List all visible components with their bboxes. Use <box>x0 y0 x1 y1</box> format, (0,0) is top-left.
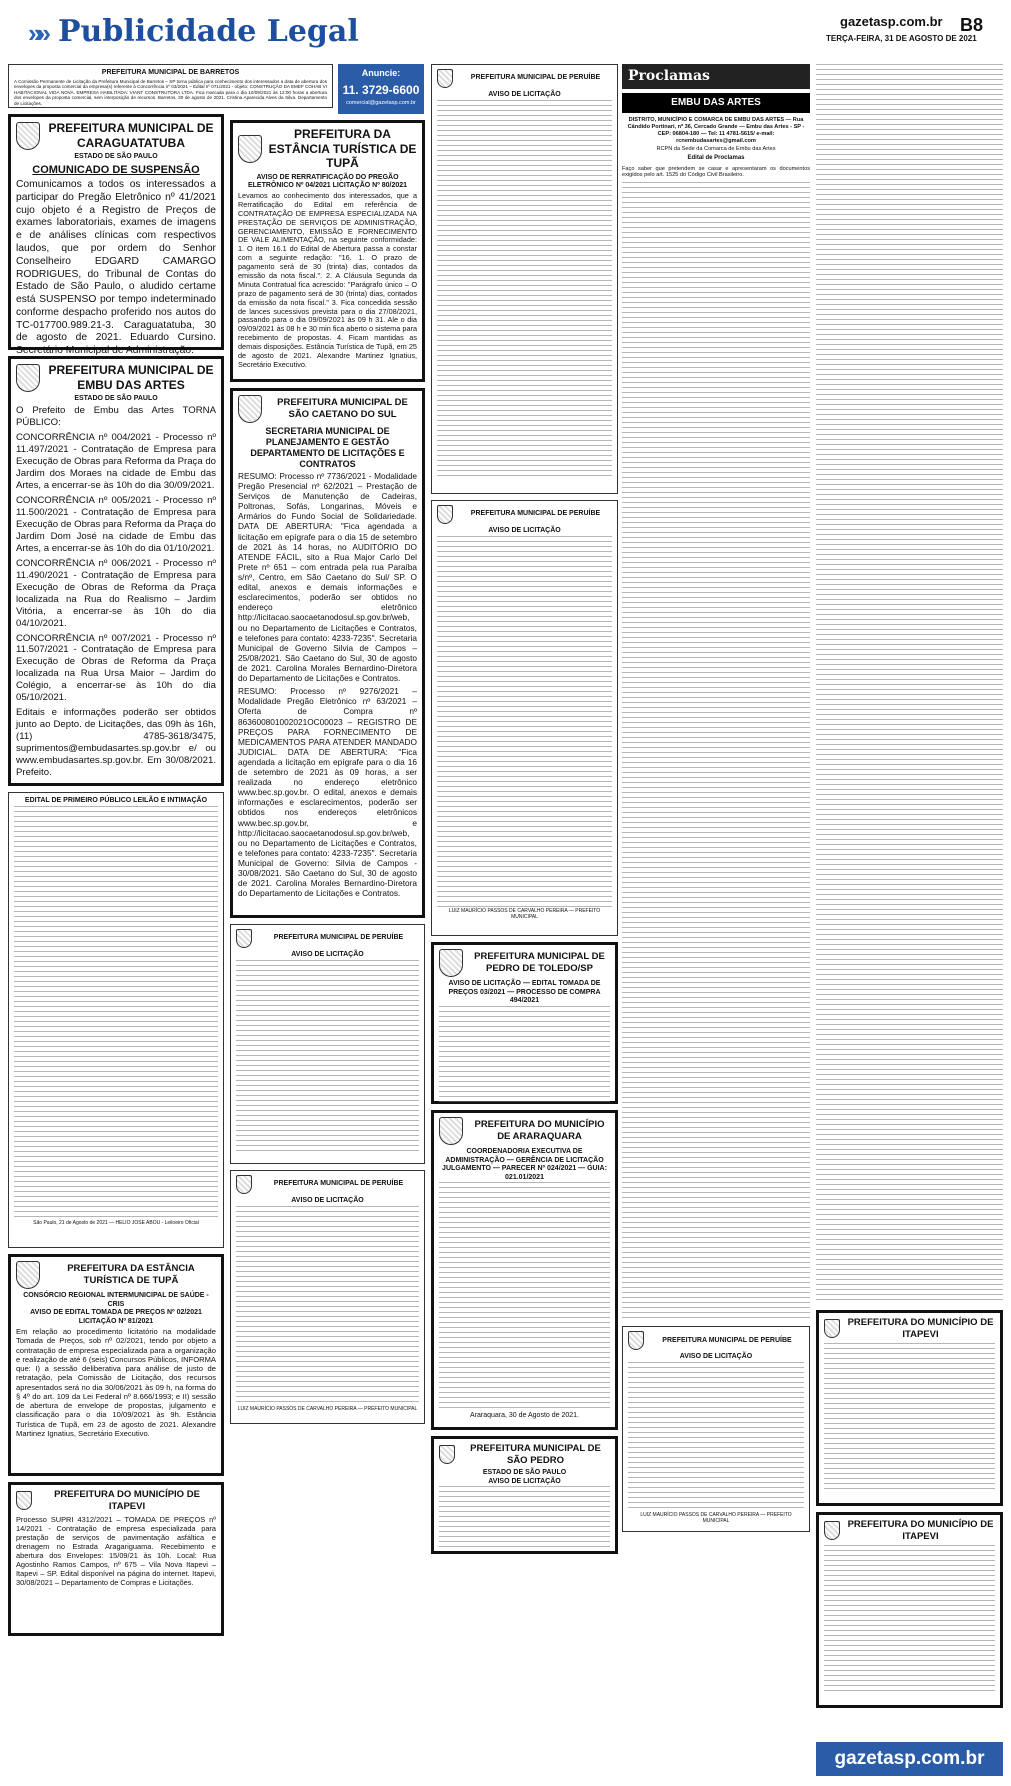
notice-heading: AVISO DE RERRATIFICAÇÃO DO PREGÃO ELETRÔNICO Nº 04/2021 LICITAÇÃO Nº 80/2021 <box>247 173 408 190</box>
org-state: ESTADO DE SÃO PAULO <box>74 153 158 161</box>
notice-date: Araraquara, 30 de Agosto de 2021. <box>470 1412 579 1420</box>
coat-of-arms-icon <box>236 1175 252 1194</box>
intro-text: O Prefeito de Embu das Artes TORNA PÚBLICO: <box>16 404 216 428</box>
ad-embu-das-artes <box>8 356 224 786</box>
ad-tupa-consorcio <box>8 1254 224 1476</box>
concorrencia-004: CONCORRÊNCIA nº 004/2021 - Processo nº 11.497/2021 - Contratação de Empresa para Execução de Obras para Reforma da Praça do Jardim dos Moraes na cidade de Embu das Artes, a encerrar-se às 10h do dia 30/09/2021. <box>16 431 216 491</box>
ad-itapevi-left <box>8 1482 224 1636</box>
footer-brand[interactable]: gazetasp.com.br <box>816 1742 1003 1776</box>
notice-text <box>628 1362 804 1512</box>
notice-text: Em relação ao procedimento licitatório na modalidade Tomada de Preços, sob nº 02/2021, tendo por objeto a contratação de empresa especializada para a organização e realização de até 6 (seis) Concursos Públicos, INFORMA que: I) a sessão deliberativa para análise de justo de retratação, pela Comissão de Licitação, dos recursos apresentados será no dia 30/06/2021 às 09 h, na forma do § 4º do art. 109 da Lei Federal nº 8.666/1993; e II) sessão de abertura de envelope de propostas, julgamento e classificação para o dia 10/09/2021 às 9h. Estância Turística de Tupã, em 23 de agosto de 2021. Alexandre Martinez Ignatius, Secretário Executivo. <box>16 1327 216 1438</box>
coat-of-arms-icon <box>16 1261 40 1289</box>
org-name: PREFEITURA MUNICIPAL DE PEDRO DE TOLEDO/SP <box>474 951 605 974</box>
column-3 <box>431 64 618 1560</box>
site-url[interactable]: gazetasp.com.br <box>840 14 943 29</box>
advertise-box[interactable] <box>338 64 424 114</box>
notice-text <box>824 1545 995 1691</box>
proclamas-body <box>622 182 810 1322</box>
org-name: PREFEITURA DO MUNICÍPIO DE ITAPEVI <box>847 1317 994 1340</box>
footer-text: Editais e informações poderão ser obtidos junto ao Depto. de Licitações, das 09h às 16h, (11) 4785-3618/3475, suprimentos@embudasartes.sp.gov.br e/ ou www.embudasartes.sp.gov.br. Em 30/08/2021. Prefeito. <box>16 707 216 779</box>
concorrencia-006: CONCORRÊNCIA nº 006/2021 - Processo nº 11.490/2021 - Contratação de Empresa para Execução de Obras de Reforma da Praça localizada na Rua do Realismo – Jardim Vitória, a encerrar-se às 10h do dia 04/10/2021. <box>16 557 216 629</box>
resumo-1: RESUMO: Processo nº 7736/2021 - Modalidade Pregão Presencial nº 62/2021 – Prestação de Serviços de Manutenção de Cadeiras, Poltronas, Sofás, Longarinas, Móveis e Armários do Fundo Social de Solidariedade. DATA DE ABERTURA: "Fica agendada a licitação em epígrafe para o dia 15 de setembro de 2021 às 14 horas, no AUDITÓRIO DO ATENDE FÁCIL, sito a Rua Major Carlo Del Prete nº 651 – com entrada pela rua Paraíba s/nº, Centro, em São Caetano do Sul/ SP. O edital, anexos e demais informações e esclarecimentos, poderão ser obtidos no endereço eletrônico http://licitacao.saocaetanodosul.sp.gov.br/web, ou no Departamento de Licitações e Contratos, e telefones para contato: 4233-7235". Secretaria Municipal de Governo Silvia de Campos – 25/08/2021. São Caetano do Sul, 30 de agosto de 2021. Carolina Morales Bernardino-Diretora do Departamento de Licitações e Contratos. <box>238 470 417 684</box>
org-name: PREFEITURA DO MUNICÍPIO DE ITAPEVI <box>54 1489 200 1512</box>
issue-date: TERÇA-FEIRA, 31 DE AGOSTO DE 2021 <box>826 34 977 43</box>
ad-peruibe-2 <box>230 924 425 1164</box>
notice-text <box>236 960 419 1152</box>
notice-heading: COMUNICADO DE SUSPENSÃO <box>32 163 200 176</box>
concorrencia-005: CONCORRÊNCIA nº 005/2021 - Processo nº 11.500/2021 - Contratação de Empresa para Execução de Obras para Reforma da Praça do Jardim Dom José na cidade de Embu das Artes, a encerrar-se às 10h do dia 01/10/2021. <box>16 494 216 554</box>
ad-araraquara <box>431 1110 618 1430</box>
ad-peruibe-3 <box>230 1170 425 1424</box>
coat-of-arms-icon <box>824 1319 840 1338</box>
proclamas-office: EMBU DAS ARTES <box>622 93 810 113</box>
ad-itapevi-right-2 <box>816 1512 1003 1708</box>
notice-text: Comunicamos a todos os interessados a participar do Pregão Eletrônico nº 41/2021 cujo objeto é a Registro de Preços de exames laboratoriais, exames de imagens e de análises clínicas com respectivos laudos, que por ordem do Senhor Conselheiro EDGARD CAMARGO RODRIGUES, do Tribunal de Contas do Estado de São Paulo, o aludido certame está SUSPENSO por tempo indeterminado conforme despacho proferido nos autos do TC-017700.989.21-3. Caraguatatuba, 30 de agosto de 2021. Eduardo Cursino. Secretário Municipal de Administração. <box>16 179 216 357</box>
coat-of-arms-icon <box>437 505 453 524</box>
concorrencia-007: CONCORRÊNCIA nº 007/2021 - Processo nº 11.507/2021 - Contratação de Empresa para Execução de Obras de Reforma da Praça localizada na Rua Ursa Maior – Jardim do Colégio, a encerrar-se às 10h do dia 05/10/2021. <box>16 632 216 704</box>
mayor-signature: LUIZ MAURÍCIO PASSOS DE CARVALHO PEREIRA — PREFEITO MUNICIPAL <box>237 1405 418 1412</box>
page-header <box>0 0 1011 56</box>
notice-text <box>439 1006 610 1102</box>
notice-text <box>439 1486 610 1550</box>
org-name: PREFEITURA MUNICIPAL DE SÃO PEDRO <box>470 1443 601 1466</box>
proclamas-body-continued <box>816 64 1003 1304</box>
org-name: PREFEITURA DA ESTÂNCIA TURÍSTICA DE TUPÃ <box>67 1263 195 1286</box>
coat-of-arms-icon <box>236 929 252 948</box>
mayor-signature: LUIZ MAURÍCIO PASSOS DE CARVALHO PEREIRA — PREFEITO MUNICIPAL <box>448 907 601 920</box>
ad-peruibe-5 <box>622 1326 810 1532</box>
proclamas-address: DISTRITO, MUNICÍPIO E COMARCA DE EMBU DAS ARTES — Rua Cândido Portinari, nº 36, Cercado Grande — Embu das Artes - SP - CEP: 06804-180 — Tel: 11 4781-5615/ e-mail: rcnembudasartes@gmail.com <box>627 117 805 144</box>
coat-of-arms-icon <box>439 949 463 977</box>
ad-sao-caetano <box>230 388 425 918</box>
notice-heading: JULGAMENTO — PARECER Nº 024/2021 — GUIA: 021.01/2021 <box>442 1165 607 1181</box>
org-sub: CONSÓRCIO REGIONAL INTERMUNICIPAL DE SAÚDE - CRIS <box>23 1292 209 1308</box>
notice-text <box>439 1182 610 1412</box>
org-name: PREFEITURA MUNICIPAL DE PERUÍBE <box>273 934 404 942</box>
ad-pedro-toledo <box>431 942 618 1104</box>
resumo-2: RESUMO: Processo nº 9276/2021 – Modalidade Pregão Eletrônico nº 63/2021 – Oferta de Compra nº 863600801002021OC00023 – REGISTRO DE PREÇOS PARA FORNECIMENTO DE MEDICAMENTOS PARA ATENDER MANDADO JUDICIAL. DATA DE ABERTURA: "Fica agendada a licitação em epígrafe para o dia 16 de setembro de 2021 às 09 horas, a ser realizada no endereço eletrônico www.bec.sp.gov.br. O edital, anexos e demais informações e esclarecimentos, poderão ser obtidos nos endereços eletrônicos www.bec.sp.gov.br, e http://licitacao.saocaetanodosul.sp.gov.br/web, ou no Departamento de Licitações e Contratos, e telefones para contato: 4233-7235". Secretaria Municipal de Governo: Silvia de Campos - 30/08/2021. São Caetano do Sul, 30 de agosto de 2021. Carolina Morales Bernardino-Diretora do Departamento de Licitações e Contratos. <box>238 686 417 899</box>
column-1 <box>8 64 327 1642</box>
coat-of-arms-icon <box>16 122 40 150</box>
page-number: B8 <box>960 15 984 35</box>
ad-text: A Comissão Permanente de Licitação da Prefeitura Municipal de Barretos – SP torna pública para conhecimento dos interessados a data de abertura dos envelopes da proposta comercial da empresa(s) referente à Concorrência nº 03/2021 – Edital nº 071/2021 - objeto: CONSTRUÇÃO DA EMEF COHAB VI HABITACIONAL VIDA NOVA. EMPRESA HABILITADA: VIANT CONSTRUTORA LTDA. Fica marcada para o dia 10/09/2021 às 12:00 horas a abertura dos envelopes da proposta comercial, sem interposição de recursos. Barretos, 30 de agosto de 2021. Cristina Aparecida Alves da Silva. Departamento de Licitações. <box>14 78 327 106</box>
fine-print-text <box>14 806 218 1220</box>
coat-of-arms-icon <box>628 1331 644 1350</box>
ad-edital-leilao <box>8 792 224 1248</box>
notice-heading: AVISO DE LICITAÇÃO <box>488 91 561 98</box>
org-name: PREFEITURA MUNICIPAL DE PERUÍBE <box>470 74 601 82</box>
notice-heading: AVISO DE LICITAÇÃO <box>679 1353 753 1361</box>
section-arrows-icon: »» <box>28 18 45 48</box>
coat-of-arms-icon <box>238 135 262 163</box>
notice-heading: AVISO DE LICITAÇÃO <box>291 1197 364 1204</box>
proclamas-seat: RCPN da Sede da Comarca de Embu das Artes <box>656 145 776 152</box>
org-name: PREFEITURA DO MUNICÍPIO DE ARARAQUARA <box>474 1119 605 1142</box>
column-4 <box>622 64 810 1538</box>
column-5 <box>816 64 1003 1714</box>
notice-text: Levamos ao conhecimento dos interessados, que a Rerratificação do Edital em referência de CONTRATAÇÃO DE EMPRESA ESPECIALIZADA NA PRESTAÇÃO DE SERVIÇOS DE ADMINISTRAÇÃO, GERENCIAMENTO, EMISSÃO E FORNECIMENTO DE VALE ALIMENTAÇÃO, na seguinte conformidade: 1. O item 16.1 do Edital de Abertura passa a constar com a seguinte redação: "16. 1. O prazo de pagamento será de 30 (trinta) dias, contados da emissão da nota fiscal.". 2. A Cláusula Segunda da Minuta Contratual fica acrescido: "Parágrafo único – O prazo de pagamento será de 30 (trinta) dias, contados da emissão da nota fiscal." 3. Fica concedida sessão de lances sucessivos prevista para o dia 27/08/2021, passando para o dia 09/09/2021 às 09 h 31. Ale o dia 09/09/2021 às 08 h e 30 min fica aberto o sistema para recebimento de propostas. 4. Ficam mantidas as demais disposições. Estância Turística de Tupã, em 25 de agosto de 2021. Alexandre Martinez Ignatius, Secretário Executivo. <box>238 190 417 369</box>
proclamas-intro: Faço saber que pretendem se casar e apresentaram os documentos exigidos pelo art. 1525 do Código Civil Brasileiro. <box>622 165 810 179</box>
org-name: PREFEITURA MUNICIPAL DE PERUÍBE <box>273 1180 404 1188</box>
notice-text <box>437 100 612 480</box>
org-name: PREFEITURA DO MUNICÍPIO DE ITAPEVI <box>847 1519 994 1542</box>
edital-title: EDITAL DE PRIMEIRO PÚBLICO LEILÃO E INTIMAÇÃO <box>24 797 208 804</box>
notice-heading: AVISO DE LICITAÇÃO <box>488 1477 561 1485</box>
org-sub: COORDENADORIA EXECUTIVA DE ADMINISTRAÇÃO — GERÊNCIA DE LICITAÇÃO <box>445 1148 604 1164</box>
org-name: PREFEITURA MUNICIPAL DE PERUÍBE <box>662 1336 792 1344</box>
advertise-phone[interactable]: 11. 3729-6600 <box>342 82 420 97</box>
notice-text <box>437 536 612 908</box>
coat-of-arms-icon <box>439 1445 455 1464</box>
ad-tupa-rerratificacao <box>230 120 425 382</box>
org-name: PREFEITURA MUNICIPAL DE PERUÍBE <box>470 510 601 518</box>
coat-of-arms-icon <box>437 69 453 88</box>
notice-text <box>236 1206 419 1406</box>
ad-caraguatatuba <box>8 114 224 357</box>
advertise-label: Anuncie: <box>361 68 401 78</box>
org-name: PREFEITURA DA ESTÂNCIA TURÍSTICA DE TUPÃ <box>268 127 417 171</box>
org-sub: SECRETARIA MUNICIPAL DE PLANEJAMENTO E GESTÃO DEPARTAMENTO DE LICITAÇÕES E CONTRATOS <box>250 426 405 469</box>
org-name: PREFEITURA MUNICIPAL DE CARAGUATATUBA <box>48 121 214 150</box>
notice-heading: AVISO DE LICITAÇÃO <box>488 527 561 534</box>
org-name: PREFEITURA MUNICIPAL DE SÃO CAETANO DO SUL <box>277 397 408 420</box>
org-name: PREFEITURA MUNICIPAL DE EMBU DAS ARTES <box>48 363 214 392</box>
ad-peruibe-1 <box>431 64 618 494</box>
section-title: Publicidade Legal <box>58 14 359 49</box>
proclamas-banner: Proclamas <box>622 64 810 89</box>
ad-itapevi-right-1 <box>816 1310 1003 1506</box>
notice-text <box>824 1343 995 1489</box>
org-state: ESTADO DE SÃO PAULO <box>74 395 158 403</box>
notice-heading: AVISO DE LICITAÇÃO — EDITAL TOMADA DE PREÇOS 03/2021 — PROCESSO DE COMPRA 494/2021 <box>448 980 601 1005</box>
coat-of-arms-icon <box>16 1491 32 1510</box>
coat-of-arms-icon <box>238 395 262 423</box>
notice-heading: AVISO DE LICITAÇÃO <box>291 951 364 958</box>
notice-text: Processo SUPRI 4312/2021 – TOMADA DE PREÇOS nº 14/2021 - Contratação de empresa especializada para prestação de serviços de pavimentação asfáltica e drenagem no Estrada Aragariguama. Recebimento e abertura dos Envelopes: 15/09/21 às 10h. Local: Rua Agostinho Ramos Campos, nº 675 – Vila Nova Itapevi – Itapevi – SP. Edital disponível na página do internet. Itapevi, 30/08/2021 – Departamento de Compras e Licitações. <box>16 1515 216 1588</box>
coat-of-arms-icon <box>824 1521 840 1540</box>
ad-barretos <box>8 64 333 108</box>
mayor-signature: LUIZ MAURÍCIO PASSOS DE CARVALHO PEREIRA — PREFEITO MUNICIPAL <box>640 1511 792 1524</box>
notice-heading: AVISO DE EDITAL TOMADA DE PREÇOS Nº 02/2021 LICITAÇÃO Nº 81/2021 <box>30 1309 202 1325</box>
ad-peruibe-4 <box>431 500 618 936</box>
org-name: PREFEITURA MUNICIPAL DE BARRETOS <box>101 69 240 76</box>
advertise-email[interactable]: comercial@gazetasp.com.br <box>346 99 416 106</box>
org-state: ESTADO DE SÃO PAULO <box>482 1469 567 1477</box>
auctioneer-signature: São Paulo, 21 de Agosto de 2021 — HELIO JOSE ABOU - Leiloeiro Oficial <box>33 1219 199 1226</box>
ad-sao-pedro <box>431 1436 618 1554</box>
column-2 <box>230 120 425 1430</box>
proclamas-edital: Edital de Proclamas <box>687 155 745 162</box>
coat-of-arms-icon <box>16 364 40 392</box>
coat-of-arms-icon <box>439 1117 463 1145</box>
